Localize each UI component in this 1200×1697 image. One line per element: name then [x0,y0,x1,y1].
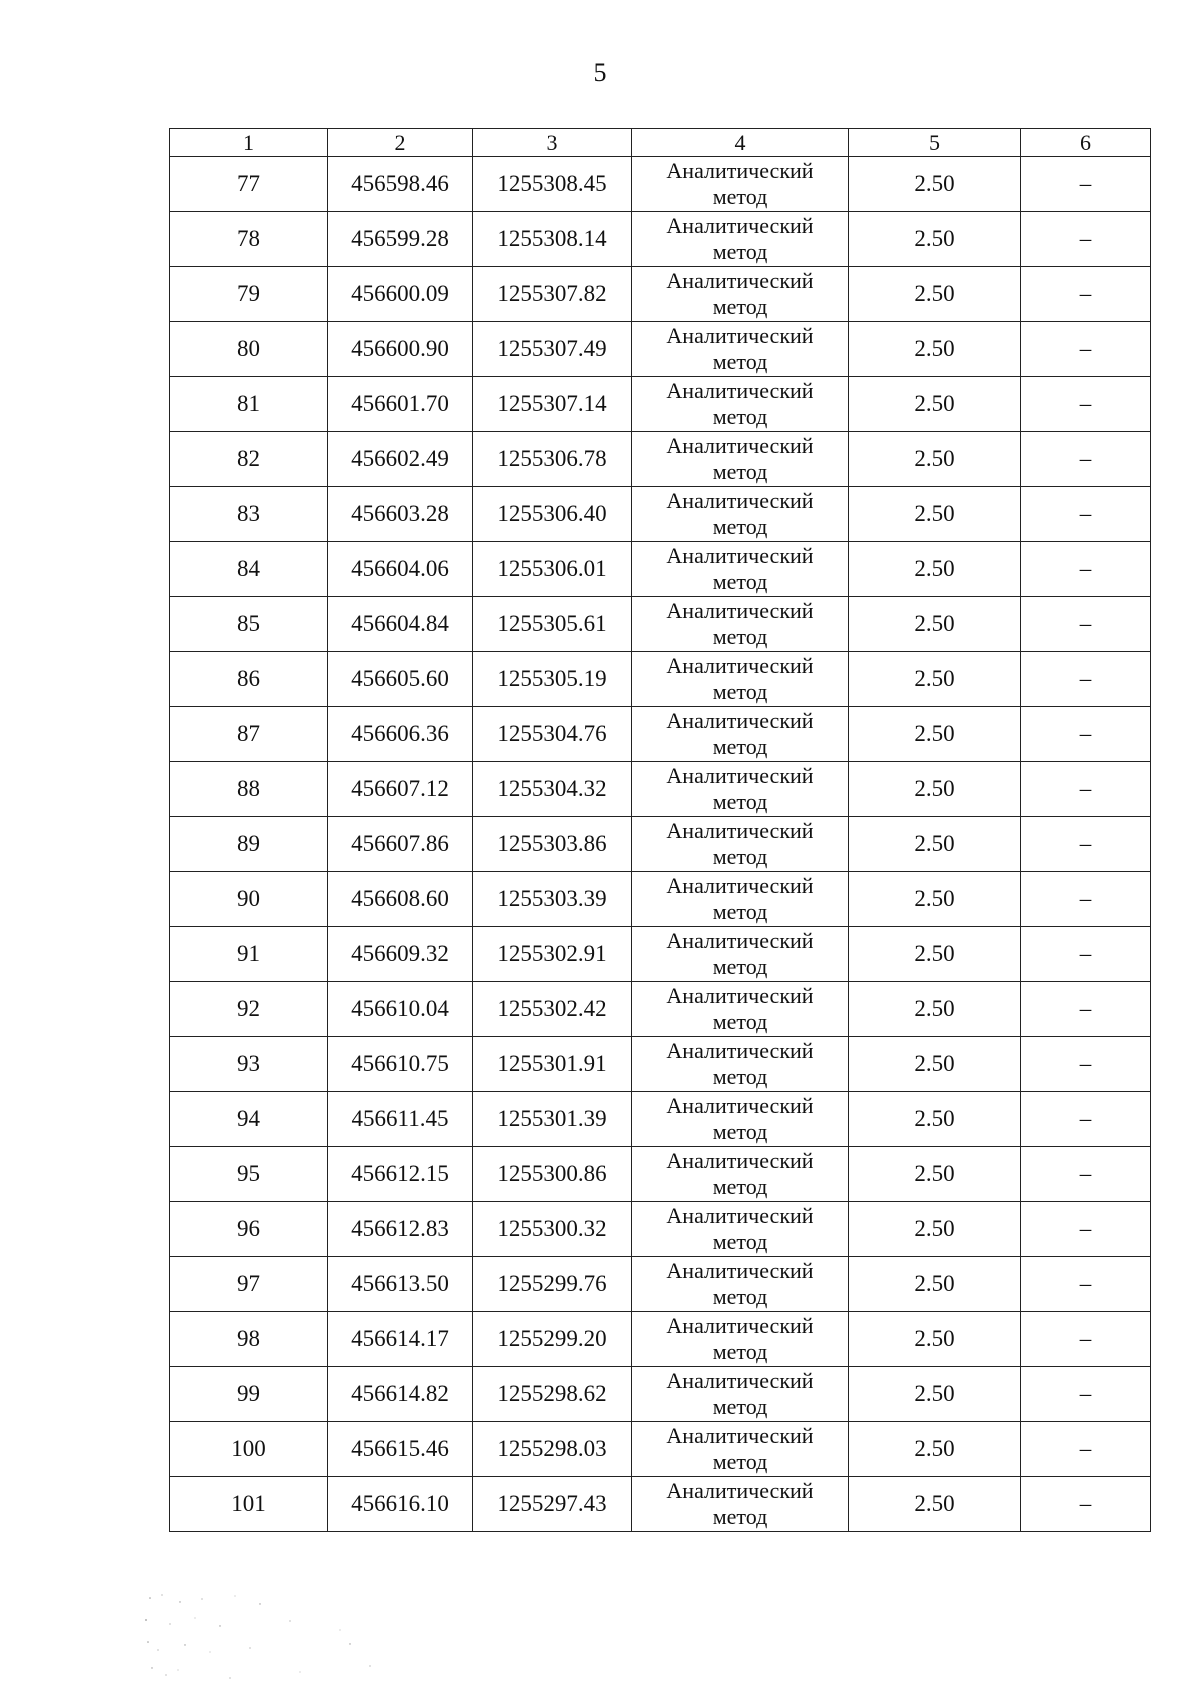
scan-noise [140,1590,420,1690]
note-cell: – [1021,817,1151,872]
accuracy-cell: 2.50 [849,927,1021,982]
method-line-2: метод [712,184,768,209]
method-cell [632,212,849,267]
method-line-1: Аналитический [666,1258,814,1283]
method-cell [632,1147,849,1202]
table-row [170,707,1151,762]
y-coordinate-cell: 1255307.82 [473,267,632,322]
x-coordinate-cell: 456599.28 [328,212,473,267]
method-line-2: метод [712,514,768,539]
x-coordinate-cell: 456612.83 [328,1202,473,1257]
accuracy-cell: 2.50 [849,542,1021,597]
table-row [170,982,1151,1037]
point-number-cell: 91 [170,927,328,982]
method-line-2: метод [712,734,768,759]
accuracy-cell: 2.50 [849,762,1021,817]
method-line-2: метод [712,1339,768,1364]
y-coordinate-cell: 1255307.49 [473,322,632,377]
method-line-1: Аналитический [666,653,814,678]
method-line-1: Аналитический [666,213,814,238]
y-coordinate-cell: 1255301.39 [473,1092,632,1147]
table-row [170,432,1151,487]
note-cell: – [1021,1257,1151,1312]
accuracy-cell: 2.50 [849,1202,1021,1257]
method-cell [632,1477,849,1532]
point-number-cell: 79 [170,267,328,322]
x-coordinate-cell: 456600.90 [328,322,473,377]
page-number: 5 [593,58,607,87]
point-number-cell: 86 [170,652,328,707]
accuracy-cell: 2.50 [849,377,1021,432]
method-line-1: Аналитический [666,1093,814,1118]
x-coordinate-cell: 456600.09 [328,267,473,322]
table-row [170,1257,1151,1312]
method-line-1: Аналитический [666,433,814,458]
method-line-1: Аналитический [666,873,814,898]
method-cell [632,157,849,212]
method-line-1: Аналитический [666,1203,814,1228]
table-body [170,157,1151,1532]
table-row [170,597,1151,652]
table-row [170,487,1151,542]
x-coordinate-cell: 456611.45 [328,1092,473,1147]
x-coordinate-cell: 456603.28 [328,487,473,542]
method-cell [632,1037,849,1092]
note-cell: – [1021,267,1151,322]
method-line-1: Аналитический [666,543,814,568]
method-line-1: Аналитический [666,1478,814,1503]
method-cell [632,377,849,432]
y-coordinate-cell: 1255302.91 [473,927,632,982]
method-cell [632,817,849,872]
method-cell [632,872,849,927]
accuracy-cell: 2.50 [849,1422,1021,1477]
table-row [170,1312,1151,1367]
method-line-1: Аналитический [666,158,814,183]
method-line-1: Аналитический [666,708,814,733]
point-number-cell: 82 [170,432,328,487]
method-cell [632,322,849,377]
method-cell [632,1202,849,1257]
y-coordinate-cell: 1255304.32 [473,762,632,817]
table-row [170,1092,1151,1147]
method-line-2: метод [712,1119,768,1144]
x-coordinate-cell: 456607.12 [328,762,473,817]
method-line-1: Аналитический [666,1148,814,1173]
method-cell [632,982,849,1037]
method-line-1: Аналитический [666,1313,814,1338]
column-header-2: 2 [328,129,473,157]
method-cell [632,542,849,597]
accuracy-cell: 2.50 [849,157,1021,212]
y-coordinate-cell: 1255299.20 [473,1312,632,1367]
table-row [170,1202,1151,1257]
point-number-cell: 85 [170,597,328,652]
method-line-1: Аналитический [666,1038,814,1063]
point-number-cell: 89 [170,817,328,872]
method-line-2: метод [712,1229,768,1254]
x-coordinate-cell: 456614.17 [328,1312,473,1367]
method-line-2: метод [712,1449,768,1474]
x-coordinate-cell: 456601.70 [328,377,473,432]
y-coordinate-cell: 1255297.43 [473,1477,632,1532]
method-line-2: метод [712,569,768,594]
point-number-cell: 84 [170,542,328,597]
x-coordinate-cell: 456604.84 [328,597,473,652]
y-coordinate-cell: 1255305.19 [473,652,632,707]
method-cell [632,1367,849,1422]
point-number-cell: 90 [170,872,328,927]
note-cell: – [1021,1037,1151,1092]
method-cell [632,927,849,982]
method-line-2: метод [712,349,768,374]
table-row [170,212,1151,267]
point-number-cell: 93 [170,1037,328,1092]
method-line-2: метод [712,1009,768,1034]
x-coordinate-cell: 456607.86 [328,817,473,872]
accuracy-cell: 2.50 [849,872,1021,927]
accuracy-cell: 2.50 [849,982,1021,1037]
method-line-1: Аналитический [666,1423,814,1448]
x-coordinate-cell: 456615.46 [328,1422,473,1477]
y-coordinate-cell: 1255300.32 [473,1202,632,1257]
point-number-cell: 78 [170,212,328,267]
y-coordinate-cell: 1255306.78 [473,432,632,487]
point-number-cell: 96 [170,1202,328,1257]
accuracy-cell: 2.50 [849,1092,1021,1147]
x-coordinate-cell: 456613.50 [328,1257,473,1312]
method-cell [632,1312,849,1367]
note-cell: – [1021,982,1151,1037]
note-cell: – [1021,597,1151,652]
method-line-2: метод [712,899,768,924]
note-cell: – [1021,762,1151,817]
y-coordinate-cell: 1255308.14 [473,212,632,267]
note-cell: – [1021,707,1151,762]
accuracy-cell: 2.50 [849,432,1021,487]
table-row [170,872,1151,927]
y-coordinate-cell: 1255306.40 [473,487,632,542]
table-row [170,157,1151,212]
table-row [170,762,1151,817]
column-header-1: 1 [170,129,328,157]
method-line-2: метод [712,624,768,649]
x-coordinate-cell: 456604.06 [328,542,473,597]
coordinates-table [169,128,1151,1532]
point-number-cell: 100 [170,1422,328,1477]
accuracy-cell: 2.50 [849,707,1021,762]
method-cell [632,432,849,487]
note-cell: – [1021,1477,1151,1532]
point-number-cell: 97 [170,1257,328,1312]
method-cell [632,762,849,817]
note-cell: – [1021,377,1151,432]
method-line-2: метод [712,239,768,264]
method-cell [632,652,849,707]
x-coordinate-cell: 456610.04 [328,982,473,1037]
point-number-cell: 83 [170,487,328,542]
note-cell: – [1021,432,1151,487]
table-row [170,1037,1151,1092]
accuracy-cell: 2.50 [849,1257,1021,1312]
table-row [170,652,1151,707]
method-line-2: метод [712,459,768,484]
note-cell: – [1021,542,1151,597]
accuracy-cell: 2.50 [849,597,1021,652]
note-cell: – [1021,322,1151,377]
x-coordinate-cell: 456609.32 [328,927,473,982]
header-row [170,129,1151,157]
method-line-1: Аналитический [666,598,814,623]
method-cell [632,597,849,652]
accuracy-cell: 2.50 [849,212,1021,267]
y-coordinate-cell: 1255301.91 [473,1037,632,1092]
x-coordinate-cell: 456598.46 [328,157,473,212]
method-cell [632,487,849,542]
point-number-cell: 101 [170,1477,328,1532]
column-header-5: 5 [849,129,1021,157]
accuracy-cell: 2.50 [849,1477,1021,1532]
accuracy-cell: 2.50 [849,1147,1021,1202]
method-line-2: метод [712,954,768,979]
x-coordinate-cell: 456608.60 [328,872,473,927]
method-line-2: метод [712,844,768,869]
accuracy-cell: 2.50 [849,322,1021,377]
point-number-cell: 94 [170,1092,328,1147]
note-cell: – [1021,927,1151,982]
method-cell [632,1422,849,1477]
table-row [170,377,1151,432]
point-number-cell: 77 [170,157,328,212]
table-row [170,1477,1151,1532]
method-line-2: метод [712,1504,768,1529]
table-row [170,542,1151,597]
method-line-1: Аналитический [666,1368,814,1393]
method-line-2: метод [712,1174,768,1199]
column-header-4: 4 [632,129,849,157]
method-cell [632,1092,849,1147]
x-coordinate-cell: 456610.75 [328,1037,473,1092]
method-line-1: Аналитический [666,488,814,513]
note-cell: – [1021,1367,1151,1422]
table-row [170,1367,1151,1422]
table-row [170,927,1151,982]
note-cell: – [1021,872,1151,927]
y-coordinate-cell: 1255302.42 [473,982,632,1037]
method-line-2: метод [712,679,768,704]
method-line-1: Аналитический [666,983,814,1008]
method-line-2: метод [712,1394,768,1419]
y-coordinate-cell: 1255308.45 [473,157,632,212]
accuracy-cell: 2.50 [849,1037,1021,1092]
point-number-cell: 88 [170,762,328,817]
table-row [170,817,1151,872]
point-number-cell: 98 [170,1312,328,1367]
y-coordinate-cell: 1255304.76 [473,707,632,762]
x-coordinate-cell: 456605.60 [328,652,473,707]
column-header-3: 3 [473,129,632,157]
x-coordinate-cell: 456602.49 [328,432,473,487]
table-row [170,1147,1151,1202]
y-coordinate-cell: 1255305.61 [473,597,632,652]
accuracy-cell: 2.50 [849,1367,1021,1422]
note-cell: – [1021,1092,1151,1147]
note-cell: – [1021,1147,1151,1202]
method-line-2: метод [712,1284,768,1309]
note-cell: – [1021,212,1151,267]
table-header [170,129,1151,157]
y-coordinate-cell: 1255306.01 [473,542,632,597]
point-number-cell: 95 [170,1147,328,1202]
method-cell [632,707,849,762]
point-number-cell: 92 [170,982,328,1037]
point-number-cell: 99 [170,1367,328,1422]
method-line-1: Аналитический [666,928,814,953]
table-row [170,267,1151,322]
y-coordinate-cell: 1255300.86 [473,1147,632,1202]
accuracy-cell: 2.50 [849,487,1021,542]
method-line-1: Аналитический [666,763,814,788]
y-coordinate-cell: 1255299.76 [473,1257,632,1312]
method-line-2: метод [712,294,768,319]
note-cell: – [1021,1422,1151,1477]
method-line-2: метод [712,404,768,429]
note-cell: – [1021,1202,1151,1257]
point-number-cell: 80 [170,322,328,377]
accuracy-cell: 2.50 [849,1312,1021,1367]
accuracy-cell: 2.50 [849,652,1021,707]
note-cell: – [1021,157,1151,212]
table-row [170,1422,1151,1477]
method-cell [632,1257,849,1312]
y-coordinate-cell: 1255303.86 [473,817,632,872]
x-coordinate-cell: 456616.10 [328,1477,473,1532]
y-coordinate-cell: 1255298.62 [473,1367,632,1422]
point-number-cell: 81 [170,377,328,432]
method-line-1: Аналитический [666,268,814,293]
x-coordinate-cell: 456614.82 [328,1367,473,1422]
table-row [170,322,1151,377]
note-cell: – [1021,1312,1151,1367]
note-cell: – [1021,487,1151,542]
method-line-1: Аналитический [666,818,814,843]
point-number-cell: 87 [170,707,328,762]
method-line-1: Аналитический [666,378,814,403]
y-coordinate-cell: 1255307.14 [473,377,632,432]
x-coordinate-cell: 456612.15 [328,1147,473,1202]
method-line-2: метод [712,1064,768,1089]
column-header-6: 6 [1021,129,1151,157]
accuracy-cell: 2.50 [849,267,1021,322]
method-line-1: Аналитический [666,323,814,348]
method-line-2: метод [712,789,768,814]
x-coordinate-cell: 456606.36 [328,707,473,762]
method-cell [632,267,849,322]
accuracy-cell: 2.50 [849,817,1021,872]
note-cell: – [1021,652,1151,707]
y-coordinate-cell: 1255298.03 [473,1422,632,1477]
y-coordinate-cell: 1255303.39 [473,872,632,927]
